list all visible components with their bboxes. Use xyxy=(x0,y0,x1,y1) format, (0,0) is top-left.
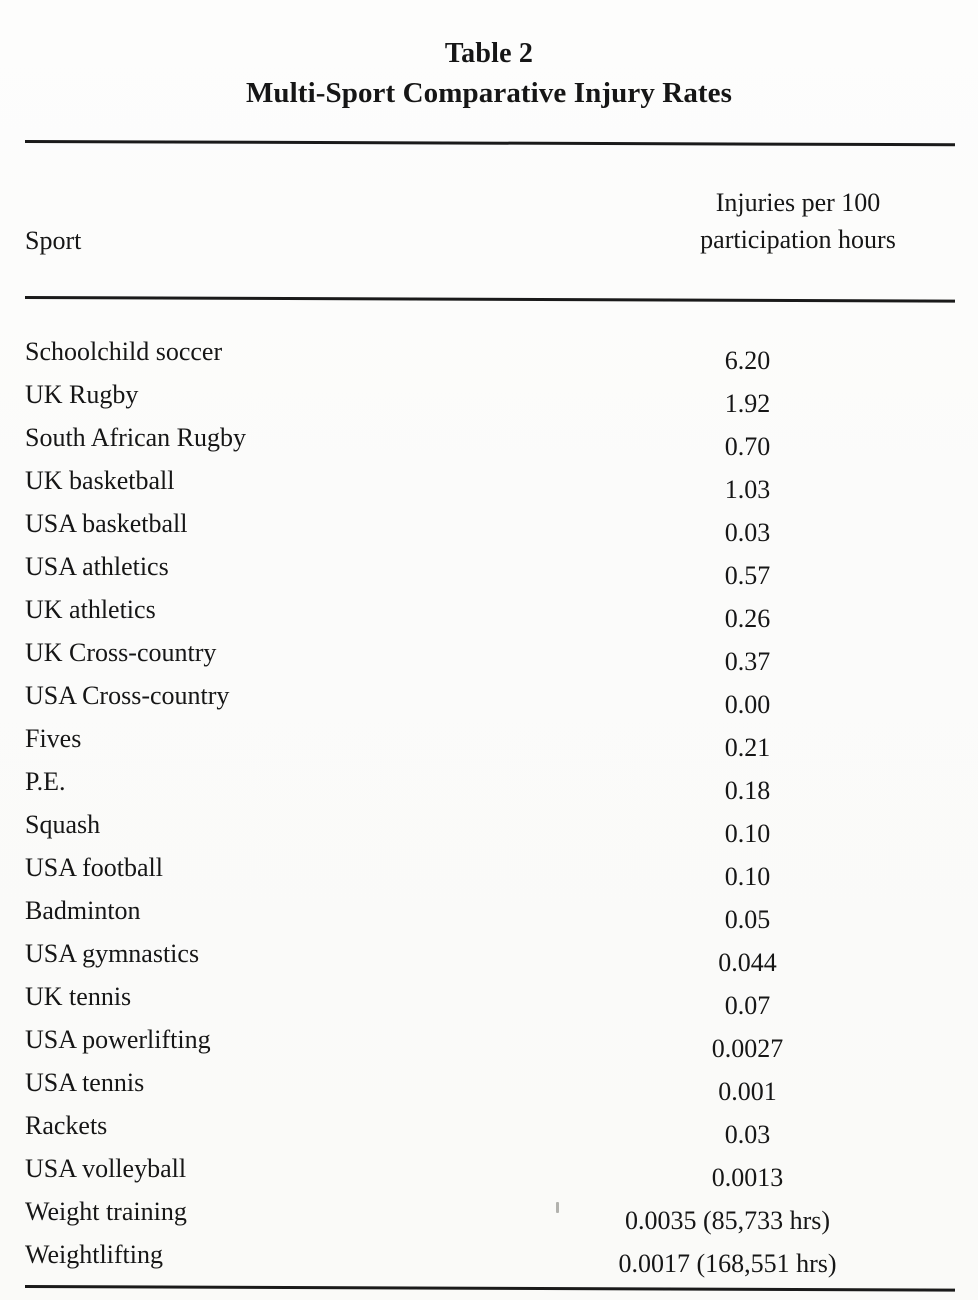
cell-sport: UK tennis xyxy=(25,982,132,1011)
cell-injury-rate: 1.03 xyxy=(724,475,771,504)
table-row xyxy=(0,769,978,812)
cell-injury-rate: 0.03 xyxy=(724,518,771,547)
rule-header-separator xyxy=(25,296,955,303)
table-row xyxy=(0,1242,978,1285)
cell-sport: South African Rugby xyxy=(25,423,246,452)
cell-injury-rate: 0.00 xyxy=(724,690,771,719)
column-header-rate xyxy=(640,185,956,259)
cell-injury-rate: 0.0035 (85,733 hrs) xyxy=(624,1206,831,1235)
cell-sport: USA football xyxy=(25,853,163,882)
table-row xyxy=(0,382,978,425)
cell-injury-rate: 0.05 xyxy=(724,905,771,934)
cell-injury-rate: 0.001 xyxy=(718,1077,777,1106)
cell-sport: Badminton xyxy=(25,896,141,925)
table-row xyxy=(0,1199,978,1242)
cell-injury-rate: 0.044 xyxy=(718,948,777,977)
cell-injury-rate: 0.0013 xyxy=(711,1163,784,1192)
cell-injury-rate: 0.57 xyxy=(724,561,771,590)
rule-top xyxy=(25,140,955,146)
table-title: Multi-Sport Comparative Injury Rates xyxy=(245,77,733,110)
cell-sport: USA volleyball xyxy=(25,1154,187,1183)
cell-sport: USA gymnastics xyxy=(25,939,200,968)
table-row xyxy=(0,554,978,597)
cell-sport: Schoolchild soccer xyxy=(25,337,223,366)
cell-sport: Squash xyxy=(25,810,101,839)
cell-sport: UK Cross-country xyxy=(25,638,217,667)
cell-injury-rate: 0.21 xyxy=(724,733,771,762)
rule-bottom xyxy=(25,1285,955,1292)
table-row xyxy=(0,1027,978,1070)
table-caption xyxy=(0,36,978,113)
cell-injury-rate: 6.20 xyxy=(724,346,771,375)
cell-sport: USA Cross-country xyxy=(25,681,230,710)
table-row xyxy=(0,941,978,984)
table-row xyxy=(0,511,978,554)
cell-sport: Rackets xyxy=(25,1111,108,1140)
cell-sport: Weight training xyxy=(25,1197,187,1226)
table-body xyxy=(0,339,978,1285)
cell-injury-rate: 0.10 xyxy=(724,819,771,848)
table-row xyxy=(0,1156,978,1199)
cell-injury-rate: 0.26 xyxy=(724,604,771,633)
cell-sport: USA basketball xyxy=(25,509,188,538)
column-header-rate-line1: Injuries per 100 xyxy=(715,188,881,217)
column-header-sport: Sport xyxy=(25,226,82,255)
cell-sport: USA powerlifting xyxy=(25,1025,211,1054)
table-row xyxy=(0,984,978,1027)
table-row xyxy=(0,683,978,726)
table-row xyxy=(0,855,978,898)
table-row xyxy=(0,1070,978,1113)
scan-artifact-speck xyxy=(556,1202,559,1213)
cell-injury-rate: 0.37 xyxy=(724,647,771,676)
table-number: Table 2 xyxy=(444,38,534,69)
cell-injury-rate: 0.07 xyxy=(724,991,771,1020)
cell-injury-rate: 0.70 xyxy=(724,432,771,461)
cell-injury-rate: 0.18 xyxy=(724,776,771,805)
cell-sport: UK athletics xyxy=(25,595,156,624)
cell-injury-rate: 0.0027 xyxy=(711,1034,784,1063)
table-row xyxy=(0,640,978,683)
cell-sport: UK Rugby xyxy=(25,380,139,409)
cell-sport: Weightlifting xyxy=(25,1240,163,1269)
cell-injury-rate: 0.0017 (168,551 hrs) xyxy=(618,1249,837,1278)
table-row xyxy=(0,812,978,855)
cell-sport: Fives xyxy=(25,724,82,753)
table-row xyxy=(0,726,978,769)
table-row xyxy=(0,1113,978,1156)
cell-injury-rate: 1.92 xyxy=(724,389,771,418)
table-row xyxy=(0,425,978,468)
table-row xyxy=(0,468,978,511)
table-row xyxy=(0,597,978,640)
cell-sport: USA tennis xyxy=(25,1068,145,1097)
cell-sport: P.E. xyxy=(25,767,66,796)
cell-injury-rate: 0.03 xyxy=(724,1120,771,1149)
cell-sport: USA athletics xyxy=(25,552,169,581)
cell-sport: UK basketball xyxy=(25,466,175,495)
cell-injury-rate: 0.10 xyxy=(724,862,771,891)
column-header-rate-line2: participation hours xyxy=(700,224,896,254)
table-row xyxy=(0,898,978,941)
table-row xyxy=(0,339,978,382)
